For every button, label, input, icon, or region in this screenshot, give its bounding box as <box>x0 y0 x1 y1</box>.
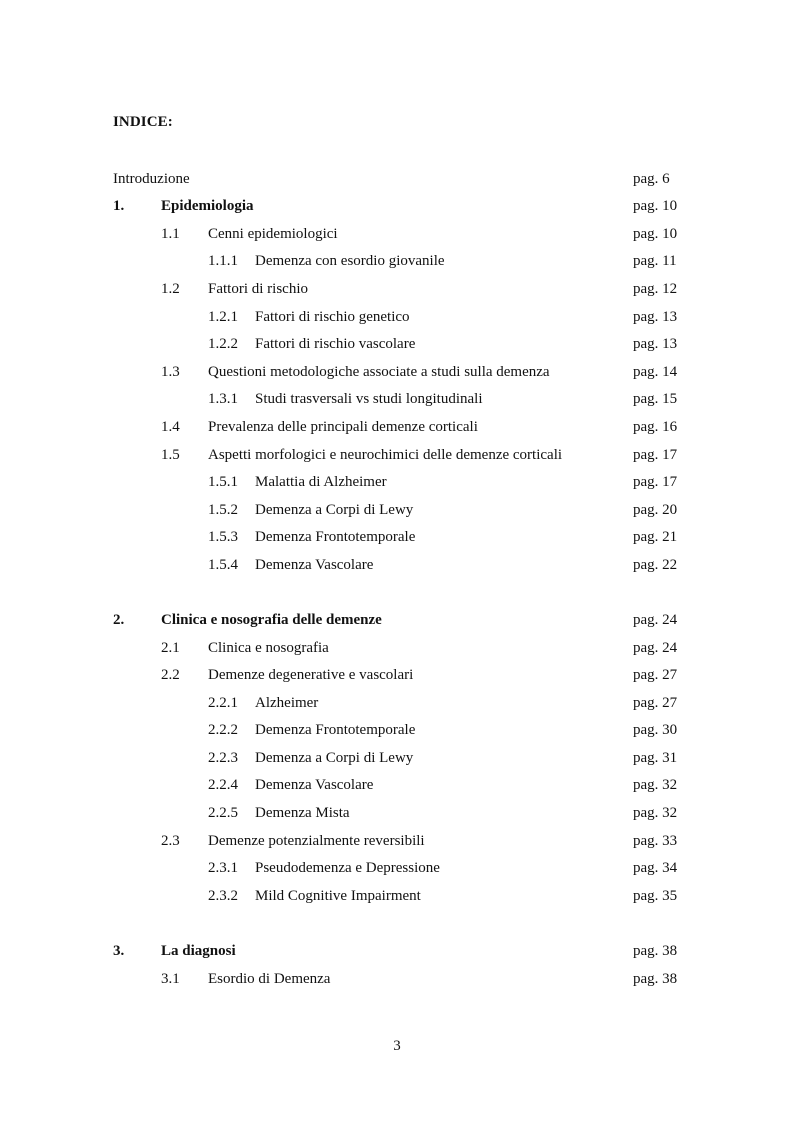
toc-entry-title: Demenza Vascolare <box>255 557 374 573</box>
toc-entry-page: pag. 12 <box>633 281 678 297</box>
toc-entry <box>0 885 794 907</box>
toc-entry-page: pag. 27 <box>633 695 678 711</box>
toc-entry-number: 1.2 <box>161 281 180 297</box>
toc-entry-title: La diagnosi <box>161 943 236 959</box>
toc-entry-title: Demenza a Corpi di Lewy <box>255 502 414 518</box>
toc-entry-title: Questioni metodologiche associate a studi sulla demenza <box>208 364 550 380</box>
toc-entry-page: pag. 10 <box>633 226 678 242</box>
toc-entry <box>0 609 794 631</box>
toc-entry-number: 2.2.3 <box>208 750 238 766</box>
toc-entry-number: 3.1 <box>161 971 180 987</box>
toc-entry-page: pag. 17 <box>633 474 678 490</box>
toc-entry-number: 1.5.2 <box>208 502 238 518</box>
toc-entry-number: 1. <box>113 198 125 214</box>
toc-entry-title: Studi trasversali vs studi longitudinali <box>255 391 483 407</box>
toc-entry-page: pag. 11 <box>633 253 677 269</box>
toc-entry <box>0 416 794 438</box>
toc-entry <box>0 664 794 686</box>
toc-entry-page: pag. 33 <box>633 833 678 849</box>
toc-entry-number: 1.1 <box>161 226 180 242</box>
toc-entry <box>0 278 794 300</box>
toc-entry-title: Cenni epidemiologici <box>208 226 338 242</box>
toc-entry <box>0 637 794 659</box>
toc-entry-title: Clinica e nosografia <box>208 640 329 656</box>
toc-entry-title: Fattori di rischio vascolare <box>255 336 416 352</box>
toc-entry-page: pag. 24 <box>633 640 678 656</box>
toc-entry-number: 1.5.4 <box>208 557 238 573</box>
toc-entry-title: Esordio di Demenza <box>208 971 331 987</box>
toc-entry-number: 1.2.2 <box>208 336 238 352</box>
toc-entry-number: 2.2 <box>161 667 180 683</box>
toc-entry-title: Aspetti morfologici e neurochimici delle demenze corticali <box>208 447 563 463</box>
toc-entry-number: 2.3.2 <box>208 888 238 904</box>
toc-entry-page: pag. 13 <box>633 336 678 352</box>
toc-entry-page: pag. 38 <box>633 971 678 987</box>
toc-entry <box>0 719 794 741</box>
toc-entry-title: Demenza Frontotemporale <box>255 529 416 545</box>
toc-entry-page: pag. 21 <box>633 529 678 545</box>
toc-entry <box>0 940 794 962</box>
toc-entry <box>0 802 794 824</box>
toc-entry-title: Demenza Mista <box>255 805 350 821</box>
toc-entry-number: 2.2.2 <box>208 722 238 738</box>
toc-entry-page: pag. 13 <box>633 309 678 325</box>
toc-entry-title: Demenza Vascolare <box>255 777 374 793</box>
toc-entry <box>0 306 794 328</box>
toc-entry <box>0 747 794 769</box>
toc-entry-title: Epidemiologia <box>161 198 254 214</box>
toc-entry <box>0 333 794 355</box>
toc-entry-number: 2.2.5 <box>208 805 238 821</box>
toc-entry-page: pag. 16 <box>633 419 678 435</box>
toc-entry-number: 2.3.1 <box>208 860 238 876</box>
toc-entry-number: 1.5.1 <box>208 474 238 490</box>
toc-entry-page: pag. 32 <box>633 777 678 793</box>
toc-entry-number: 2.3 <box>161 833 180 849</box>
toc-entry <box>0 444 794 466</box>
toc-entry-number: 1.4 <box>161 419 180 435</box>
toc-entry-number: 2.1 <box>161 640 180 656</box>
toc-entry <box>0 223 794 245</box>
toc-entry-number: 1.2.1 <box>208 309 238 325</box>
toc-entry-title: Demenze degenerative e vascolari <box>208 667 414 683</box>
toc-entry-page: pag. 32 <box>633 805 678 821</box>
toc-entry-number: 1.3 <box>161 364 180 380</box>
toc-entry <box>0 830 794 852</box>
page-number: 3 <box>393 1038 401 1054</box>
toc-entry-title: Demenze potenzialmente reversibili <box>208 833 425 849</box>
toc-entry-number: 1.1.1 <box>208 253 238 269</box>
toc-entry-page: pag. 17 <box>633 447 678 463</box>
toc-entry-title: Malattia di Alzheimer <box>255 474 387 490</box>
toc-entry-number: 1.5.3 <box>208 529 238 545</box>
toc-entry-number: 2.2.1 <box>208 695 238 711</box>
toc-entry-page: pag. 15 <box>633 391 678 407</box>
toc-entry <box>0 968 794 990</box>
toc-entry-page: pag. 38 <box>633 943 678 959</box>
toc-entry-number: 2.2.4 <box>208 777 238 793</box>
toc-entry-title: Demenza Frontotemporale <box>255 722 416 738</box>
toc-entry <box>0 471 794 493</box>
toc-entry-title: Fattori di rischio genetico <box>255 309 410 325</box>
toc-entry-title: Prevalenza delle principali demenze corticali <box>208 419 478 435</box>
toc-entry-number: 2. <box>113 612 125 628</box>
toc-entry <box>0 388 794 410</box>
toc-entry-page: pag. 34 <box>633 860 678 876</box>
toc-entry-number: 1.5 <box>161 447 180 463</box>
toc-entry-title: Alzheimer <box>255 695 319 711</box>
toc-entry-page: pag. 20 <box>633 502 678 518</box>
toc-entry-title: Introduzione <box>113 171 190 187</box>
toc-entry-number: 1.3.1 <box>208 391 238 407</box>
toc-entry-title: Demenza con esordio giovanile <box>255 253 445 269</box>
toc-entry-title: Fattori di rischio <box>208 281 308 297</box>
toc-entry-title: Demenza a Corpi di Lewy <box>255 750 414 766</box>
toc-entry-title: Mild Cognitive Impairment <box>255 888 421 904</box>
toc-entry-page: pag. 35 <box>633 888 678 904</box>
toc-entry <box>0 857 794 879</box>
toc-entry <box>0 250 794 272</box>
toc-entry-title: Pseudodemenza e Depressione <box>255 860 440 876</box>
toc-entry-page: pag. 22 <box>633 557 678 573</box>
toc-entry <box>0 554 794 576</box>
toc-entry <box>0 195 794 217</box>
toc-entry-title: Clinica e nosografia delle demenze <box>161 612 382 628</box>
toc-entry-page: pag. 6 <box>633 171 670 187</box>
toc-entry-page: pag. 30 <box>633 722 678 738</box>
toc-entry-page: pag. 14 <box>633 364 678 380</box>
toc-entry-number: 3. <box>113 943 125 959</box>
toc-entry-page: pag. 31 <box>633 750 678 766</box>
toc-entry-page: pag. 10 <box>633 198 678 214</box>
toc-entry-page: pag. 27 <box>633 667 678 683</box>
toc-entry <box>0 361 794 383</box>
toc-entry-page: pag. 24 <box>633 612 678 628</box>
toc-entry <box>0 499 794 521</box>
toc-entry <box>0 774 794 796</box>
toc-heading: INDICE: <box>113 114 173 130</box>
toc-entry <box>0 168 794 190</box>
toc-entry <box>0 526 794 548</box>
toc-entry <box>0 692 794 714</box>
